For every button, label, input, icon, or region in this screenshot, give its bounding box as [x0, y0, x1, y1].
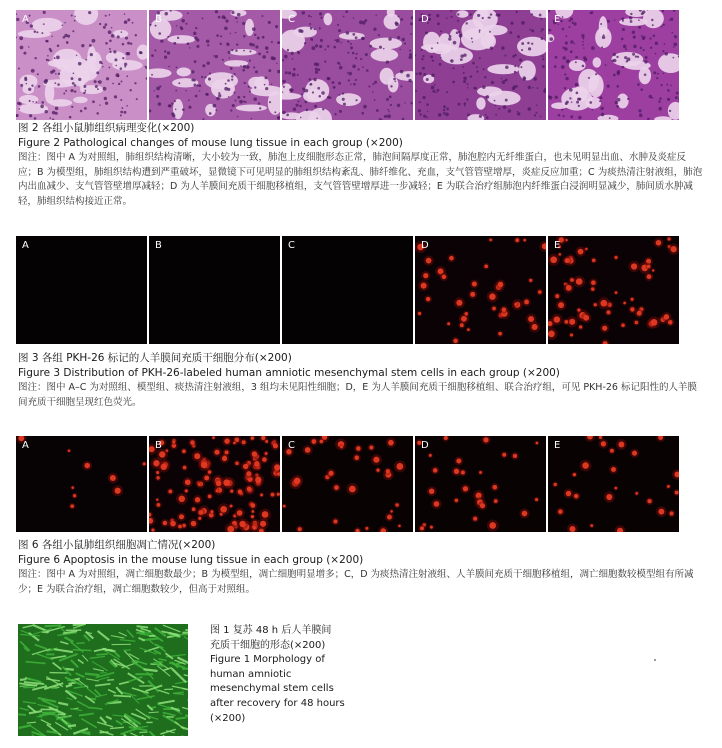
- panel-label: E: [554, 14, 561, 25]
- figure2-panel-e: [548, 10, 679, 120]
- panel-label: D: [421, 440, 429, 451]
- apoptosis-image: [415, 436, 546, 532]
- figure1-line: after recovery for 48 hours: [210, 697, 345, 709]
- he-image: [149, 10, 280, 120]
- he-image: [415, 10, 546, 120]
- figure6-note: 图注：图中 A 为对照组，凋亡细胞数最少；B 为模型组，凋亡细胞明显增多；C，D 为痰热清注射液组、人羊膜间充质干细胞移植组，凋亡细胞数较模型组有所减少；E 为联合治疗组，凋亡细胞数较少，但高于对照组。: [18, 569, 694, 595]
- figure2-caption: [18, 121, 704, 209]
- figure3-panel-b: [149, 236, 280, 344]
- figure2-title-cn: 图 2 各组小鼠肺组织病理变化(×200): [18, 122, 195, 134]
- stray-mark: [654, 659, 656, 661]
- figure6-panel-e: [548, 436, 679, 532]
- figure6-panels: [16, 436, 679, 532]
- figure2-title-en: Figure 2 Pathological changes of mouse lung tissue in each group (×200): [18, 137, 403, 149]
- cell-culture-image: [18, 624, 188, 736]
- panel-label: C: [288, 14, 295, 25]
- figure3-panels: [16, 236, 679, 344]
- panel-label: B: [155, 14, 162, 25]
- figure1-line: human amniotic: [210, 668, 292, 680]
- panel-label: E: [554, 240, 561, 251]
- he-image: [548, 10, 679, 120]
- figure1-line: Figure 1 Morphology of: [210, 654, 325, 666]
- figure1-caption: [210, 624, 360, 726]
- figure2-panel-c: [282, 10, 413, 120]
- figure2-panel-a: [16, 10, 147, 120]
- figure2-panel-d: [415, 10, 546, 120]
- figure6-panel-d: [415, 436, 546, 532]
- figure6-caption: [18, 538, 704, 597]
- figure6-title-en: Figure 6 Apoptosis in the mouse lung tissue in each group (×200): [18, 554, 364, 566]
- figure6-panel-b: [149, 436, 280, 532]
- panel-label: A: [22, 14, 29, 25]
- he-image: [16, 10, 147, 120]
- panel-label: D: [421, 240, 429, 251]
- panel-label: A: [22, 240, 29, 251]
- panel-label: C: [288, 440, 295, 451]
- figure2-note: 图注：图中 A 为对照组，肺组织结构清晰，大小较为一致，肺泡上皮细胞形态正常，肺泡间隔厚度正常，肺泡腔内无纤维蛋白，也未见明显出血、水肿及炎症反应；B 为模型组，肺组织结构遭到严重破坏，显微镜下可见明显的肺组织结构紊乱、肺纤维化、充血，支气管管壁增厚，炎症反应加重；C 为痰热清注射液组，肺泡内出血减少、支气管管壁增厚减轻；D 为人羊膜间充质干细胞移植组，支气管管壁增厚进一步减轻；E 为联合治疗组肺泡内纤维蛋白浸润明显减少，肺间质水肿减轻，肺组织结构接近正常。: [18, 152, 703, 207]
- apoptosis-image: [149, 436, 280, 532]
- figure2-panel-b: [149, 10, 280, 120]
- apoptosis-image: [282, 436, 413, 532]
- figure3-note: 图注：图中 A–C 为对照组、模型组、痰热清注射液组，3 组均未见阳性细胞；D，E 为人羊膜间充质干细胞移植组、联合治疗组，可见 PKH-26 标记阳性的人羊膜间充质干细胞呈现红色荧光。: [18, 382, 697, 408]
- figure3-panel-e: [548, 236, 679, 344]
- figure3-panel-a: [16, 236, 147, 344]
- figure3-caption: [18, 351, 704, 410]
- fluorescence-image: [415, 236, 546, 344]
- figure1-line: 图 1 复苏 48 h 后人羊膜间: [210, 625, 332, 636]
- panel-label: B: [155, 440, 162, 451]
- figure6-title-cn: 图 6 各组小鼠肺组织细胞凋亡情况(×200): [18, 539, 216, 551]
- figure2-panels: [16, 10, 679, 120]
- figure3-title-cn: 图 3 各组 PKH-26 标记的人羊膜间充质干细胞分布(×200): [18, 352, 292, 364]
- figure6-panel-a: [16, 436, 147, 532]
- apoptosis-image: [16, 436, 147, 532]
- fluorescence-image: [548, 236, 679, 344]
- figure3-panel-d: [415, 236, 546, 344]
- panel-label: E: [554, 440, 561, 451]
- panel-label: C: [288, 240, 295, 251]
- figure1-line: mesenchymal stem cells: [210, 683, 334, 695]
- panel-label: D: [421, 14, 429, 25]
- panel-label: B: [155, 240, 162, 251]
- panel-label: A: [22, 440, 29, 451]
- figure6-panel-c: [282, 436, 413, 532]
- figure1-line: (×200): [210, 712, 246, 724]
- figure1-image: [18, 624, 188, 736]
- apoptosis-image: [548, 436, 679, 532]
- figure3-title-en: Figure 3 Distribution of PKH-26-labeled human amniotic mesenchymal stem cells in each group (×200): [18, 367, 560, 379]
- figure3-panel-c: [282, 236, 413, 344]
- figure1-line: 充质干细胞的形态(×200): [210, 639, 326, 651]
- he-image: [282, 10, 413, 120]
